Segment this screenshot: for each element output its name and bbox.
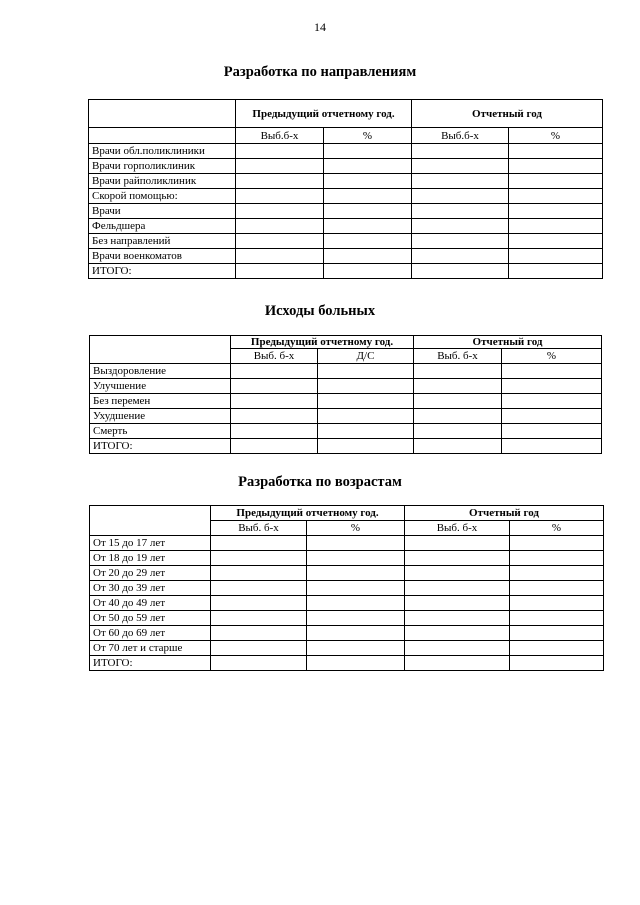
data-cell xyxy=(405,641,510,656)
header-reporting-year: Отчетный год xyxy=(414,336,602,349)
data-cell xyxy=(236,219,324,234)
data-cell xyxy=(510,596,604,611)
outcomes-body xyxy=(90,364,602,454)
data-cell xyxy=(307,626,405,641)
data-cell xyxy=(510,626,604,641)
data-cell xyxy=(318,379,414,394)
subheader-cell: Выб. б-х xyxy=(211,521,307,536)
row-label: От 15 до 17 лет xyxy=(90,536,211,551)
subheader-cell: % xyxy=(509,128,603,144)
data-cell xyxy=(509,159,603,174)
row-label: От 60 до 69 лет xyxy=(90,626,211,641)
header-corner-cell xyxy=(89,100,236,128)
page-number: 14 xyxy=(314,20,326,34)
header-corner-cell xyxy=(90,336,231,364)
data-cell xyxy=(236,204,324,219)
data-cell xyxy=(502,424,602,439)
row-label: ИТОГО: xyxy=(89,264,236,279)
data-cell xyxy=(502,379,602,394)
data-cell xyxy=(211,596,307,611)
data-cell xyxy=(307,611,405,626)
data-cell xyxy=(509,174,603,189)
subheader-cell: Д/С xyxy=(318,349,414,364)
table-header-row xyxy=(89,100,603,128)
subheader-cell: Выб. б-х xyxy=(405,521,510,536)
row-label: Выздоровление xyxy=(90,364,231,379)
data-cell xyxy=(324,204,412,219)
data-cell xyxy=(231,439,318,454)
data-cell xyxy=(318,409,414,424)
data-cell xyxy=(414,379,502,394)
data-cell xyxy=(318,439,414,454)
table-row xyxy=(90,611,604,626)
table-row xyxy=(89,144,603,159)
data-cell xyxy=(236,249,324,264)
data-cell xyxy=(412,264,509,279)
row-label: От 40 до 49 лет xyxy=(90,596,211,611)
data-cell xyxy=(502,409,602,424)
table-row xyxy=(90,439,602,454)
row-label: От 20 до 29 лет xyxy=(90,566,211,581)
data-cell xyxy=(307,656,405,671)
table-row xyxy=(90,581,604,596)
data-cell xyxy=(307,596,405,611)
data-cell xyxy=(502,394,602,409)
row-label: От 30 до 39 лет xyxy=(90,581,211,596)
row-label: Смерть xyxy=(90,424,231,439)
data-cell xyxy=(405,626,510,641)
data-cell xyxy=(211,656,307,671)
data-cell xyxy=(412,159,509,174)
data-cell xyxy=(414,364,502,379)
table-row xyxy=(90,551,604,566)
data-cell xyxy=(324,264,412,279)
data-cell xyxy=(324,174,412,189)
row-label: Фельдшера xyxy=(89,219,236,234)
data-cell xyxy=(405,566,510,581)
data-cell xyxy=(231,409,318,424)
subheader-cell: % xyxy=(307,521,405,536)
table-row xyxy=(90,596,604,611)
data-cell xyxy=(211,611,307,626)
row-label: ИТОГО: xyxy=(90,439,231,454)
table-row xyxy=(89,264,603,279)
data-cell xyxy=(412,249,509,264)
data-cell xyxy=(236,144,324,159)
header-previous-year: Предыдущий отчетному год. xyxy=(231,336,414,349)
data-cell xyxy=(231,364,318,379)
data-cell xyxy=(236,264,324,279)
data-cell xyxy=(324,189,412,204)
data-cell xyxy=(318,364,414,379)
ages-body xyxy=(90,536,604,671)
data-cell xyxy=(405,656,510,671)
data-cell xyxy=(318,394,414,409)
row-label: Ухудшение xyxy=(90,409,231,424)
table-row xyxy=(90,364,602,379)
data-cell xyxy=(405,611,510,626)
table-row xyxy=(89,234,603,249)
data-cell xyxy=(510,656,604,671)
outcomes-table xyxy=(89,335,602,454)
table-row xyxy=(90,566,604,581)
subheader-cell: Выб. б-х xyxy=(414,349,502,364)
row-label: Скорой помощью: xyxy=(89,189,236,204)
table-row xyxy=(90,424,602,439)
data-cell xyxy=(412,174,509,189)
data-cell xyxy=(509,264,603,279)
row-label: ИТОГО: xyxy=(90,656,211,671)
data-cell xyxy=(307,551,405,566)
data-cell xyxy=(502,439,602,454)
data-cell xyxy=(236,174,324,189)
table-row xyxy=(90,379,602,394)
table-row xyxy=(90,641,604,656)
data-cell xyxy=(509,219,603,234)
row-label: Улучшение xyxy=(90,379,231,394)
subheader-cell: Выб. б-х xyxy=(231,349,318,364)
row-label: Врачи xyxy=(89,204,236,219)
table-row xyxy=(89,189,603,204)
table-row xyxy=(89,174,603,189)
table-row xyxy=(89,249,603,264)
data-cell xyxy=(236,189,324,204)
table-header-row xyxy=(90,336,602,349)
data-cell xyxy=(231,424,318,439)
data-cell xyxy=(414,409,502,424)
section-title-ages: Разработка по возрастам xyxy=(238,474,402,490)
data-cell xyxy=(231,379,318,394)
data-cell xyxy=(211,641,307,656)
subheader-corner-cell xyxy=(89,128,236,144)
subheader-cell: Выб.б-х xyxy=(412,128,509,144)
header-corner-cell xyxy=(90,506,211,536)
data-cell xyxy=(412,219,509,234)
header-reporting-year: Отчетный год xyxy=(405,506,604,521)
data-cell xyxy=(405,536,510,551)
data-cell xyxy=(324,234,412,249)
data-cell xyxy=(324,249,412,264)
table-row xyxy=(90,656,604,671)
data-cell xyxy=(307,566,405,581)
data-cell xyxy=(509,189,603,204)
header-reporting-year: Отчетный год xyxy=(412,100,603,128)
row-label: От 18 до 19 лет xyxy=(90,551,211,566)
data-cell xyxy=(509,204,603,219)
data-cell xyxy=(307,536,405,551)
data-cell xyxy=(324,144,412,159)
data-cell xyxy=(211,566,307,581)
section-title-directions: Разработка по направлениям xyxy=(223,64,417,80)
ages-table xyxy=(89,505,604,671)
table-row xyxy=(90,409,602,424)
row-label: Врачи горполиклиник xyxy=(89,159,236,174)
data-cell xyxy=(405,596,510,611)
data-cell xyxy=(307,641,405,656)
data-cell xyxy=(211,536,307,551)
subheader-cell: Выб.б-х xyxy=(236,128,324,144)
data-cell xyxy=(236,159,324,174)
data-cell xyxy=(509,144,603,159)
data-cell xyxy=(324,219,412,234)
table-row xyxy=(89,204,603,219)
table-row xyxy=(90,626,604,641)
data-cell xyxy=(412,204,509,219)
subheader-cell: % xyxy=(510,521,604,536)
data-cell xyxy=(307,581,405,596)
data-cell xyxy=(510,551,604,566)
row-label: Без перемен xyxy=(90,394,231,409)
table-row xyxy=(89,219,603,234)
section-title-outcomes: Исходы больных xyxy=(264,303,376,319)
row-label: Врачи райполиклиник xyxy=(89,174,236,189)
table-row xyxy=(90,394,602,409)
subheader-cell: % xyxy=(324,128,412,144)
data-cell xyxy=(211,581,307,596)
directions-table xyxy=(88,99,603,279)
directions-body xyxy=(89,144,603,279)
data-cell xyxy=(324,159,412,174)
header-previous-year: Предыдущий отчетному год. xyxy=(236,100,412,128)
data-cell xyxy=(412,144,509,159)
data-cell xyxy=(510,581,604,596)
row-label: Врачи военкоматов xyxy=(89,249,236,264)
data-cell xyxy=(405,551,510,566)
table-header-row xyxy=(90,506,604,521)
table-subheader-row xyxy=(89,128,603,144)
header-previous-year: Предыдущий отчетному год. xyxy=(211,506,405,521)
data-cell xyxy=(318,424,414,439)
subheader-cell: % xyxy=(502,349,602,364)
row-label: От 50 до 59 лет xyxy=(90,611,211,626)
data-cell xyxy=(405,581,510,596)
data-cell xyxy=(414,394,502,409)
data-cell xyxy=(412,189,509,204)
data-cell xyxy=(414,439,502,454)
data-cell xyxy=(510,611,604,626)
data-cell xyxy=(412,234,509,249)
data-cell xyxy=(509,249,603,264)
data-cell xyxy=(510,566,604,581)
data-cell xyxy=(509,234,603,249)
table-row xyxy=(89,159,603,174)
data-cell xyxy=(231,394,318,409)
data-cell xyxy=(211,551,307,566)
data-cell xyxy=(510,536,604,551)
data-cell xyxy=(414,424,502,439)
data-cell xyxy=(510,641,604,656)
data-cell xyxy=(211,626,307,641)
table-row xyxy=(90,536,604,551)
row-label: Врачи обл.поликлиники xyxy=(89,144,236,159)
row-label: От 70 лет и старше xyxy=(90,641,211,656)
data-cell xyxy=(502,364,602,379)
row-label: Без направлений xyxy=(89,234,236,249)
data-cell xyxy=(236,234,324,249)
